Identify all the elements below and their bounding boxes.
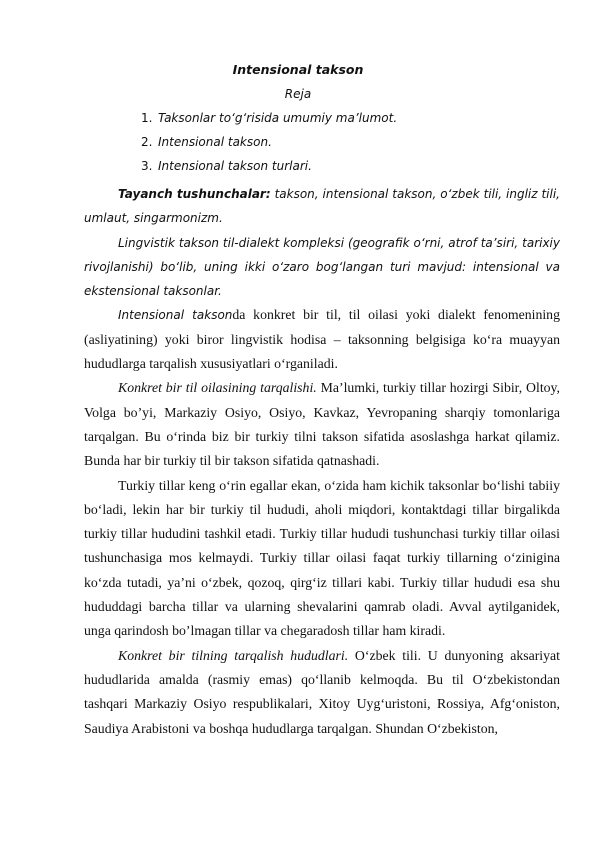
plan-heading: Reja <box>284 87 312 101</box>
definition-text: Lingvistik takson til-dialekt kompleksi (geografik o‘rni, atrof ta’siri, tarixiy rivojlanishi) bo‘lib, uning ikki o‘zaro bog‘langan turi mavjud: intensional va ekstensional taksonlar. <box>84 235 560 299</box>
plan-item <box>141 134 397 158</box>
definition-paragraph <box>84 231 560 304</box>
document-title: Intensional takson <box>232 62 364 77</box>
intensional-text: da konkret bir til, til oilasi yoki dialekt fenomenining (asliyatining) yoki biror lingvistik hodisa – taksonning belgisiga ko‘ra muayyan hududlarga tarqalish xususiyatlari o‘rganiladi. <box>84 307 560 372</box>
uzbek-spread-heading: Konkret bir tilning tarqalish hududlari. <box>118 647 349 663</box>
plan-item-number: 3. <box>141 159 153 173</box>
plan-item-text: Intensional takson turlari. <box>158 159 312 173</box>
language-family-heading: Konkret bir til oilasining tarqalishi. <box>118 380 317 396</box>
turkic-area-paragraph <box>84 474 560 644</box>
plan-item-text: Taksonlar to‘g‘risida umumiy ma’lumot. <box>158 111 398 125</box>
language-family-paragraph <box>84 376 560 473</box>
uzbek-spread-text: O‘zbek tili. U dunyoning aksariyat hududlarida amalda (rasmiy emas) qo‘llanib kelmoqda. Bu til O‘zbekistondan tashqari Markaziy Osiyo respublikalari, Xitoy Uyg‘uristoni, Rossiya, Afg‘oniston, Saudiya Arabistoni va boshqa hududlarga tarqalgan. Shundan O‘zbekiston, <box>84 647 560 736</box>
key-terms-label: Tayanch tushunchalar: <box>118 187 271 201</box>
plan-item <box>141 110 397 134</box>
plan-item-text: Intensional takson. <box>158 135 272 149</box>
plan-item-number: 1. <box>141 111 153 125</box>
document-body <box>84 182 560 741</box>
plan-item <box>141 158 397 182</box>
plan-list <box>141 110 397 182</box>
plan-item-number: 2. <box>141 135 153 149</box>
turkic-area-text: Turkiy tillar keng o‘rin egallar ekan, o‘zida ham kichik taksonlar bo‘lishi tabiiy bo‘ladi, lekin har bir turkiy til hududi, aholi miqdori, kontaktdagi tillar birgalikda turkiy tillar hududini tashkil etadi. Turkiy tillar hududi tushunchasi turkiy tillar oilasi tushunchasiga mos kelmaydi. Turkiy tillar oilasi faqat turkiy tillarning o‘zinigina ko‘zda tutadi, ya’ni o‘zbek, qozoq, qirg‘iz tillari kabi. Turkiy tillar hududi esa shu hududdagi barcha tillar va ularning shevalarini qamrab oladi. Avval aytilganidek, unga qarindosh bo’lmagan tillar va chegaradosh tillar ham kiradi. <box>84 477 560 639</box>
intensional-term: Intensional takson <box>118 308 233 323</box>
uzbek-spread-paragraph <box>84 644 560 741</box>
language-family-text: Ma’lumki, turkiy tillar hozirgi Sibir, Oltoy, Volga bo’yi, Markaziy Osiyo, Osiyo, Kavkaz, Yevropaning sharqiy tomonlariga tarqalgan. Bu o‘rinda biz bir turkiy tilni takson sifatida asoslashga harkat qilamiz. Bunda har bir turkiy til bir takson sifatida qatnashadi. <box>84 380 560 469</box>
key-terms-text: takson, intensional takson, o‘zbek tili, ingliz tili, umlaut, singarmonizm. <box>84 187 560 226</box>
key-terms-paragraph <box>84 182 560 231</box>
intensional-paragraph <box>84 303 560 376</box>
